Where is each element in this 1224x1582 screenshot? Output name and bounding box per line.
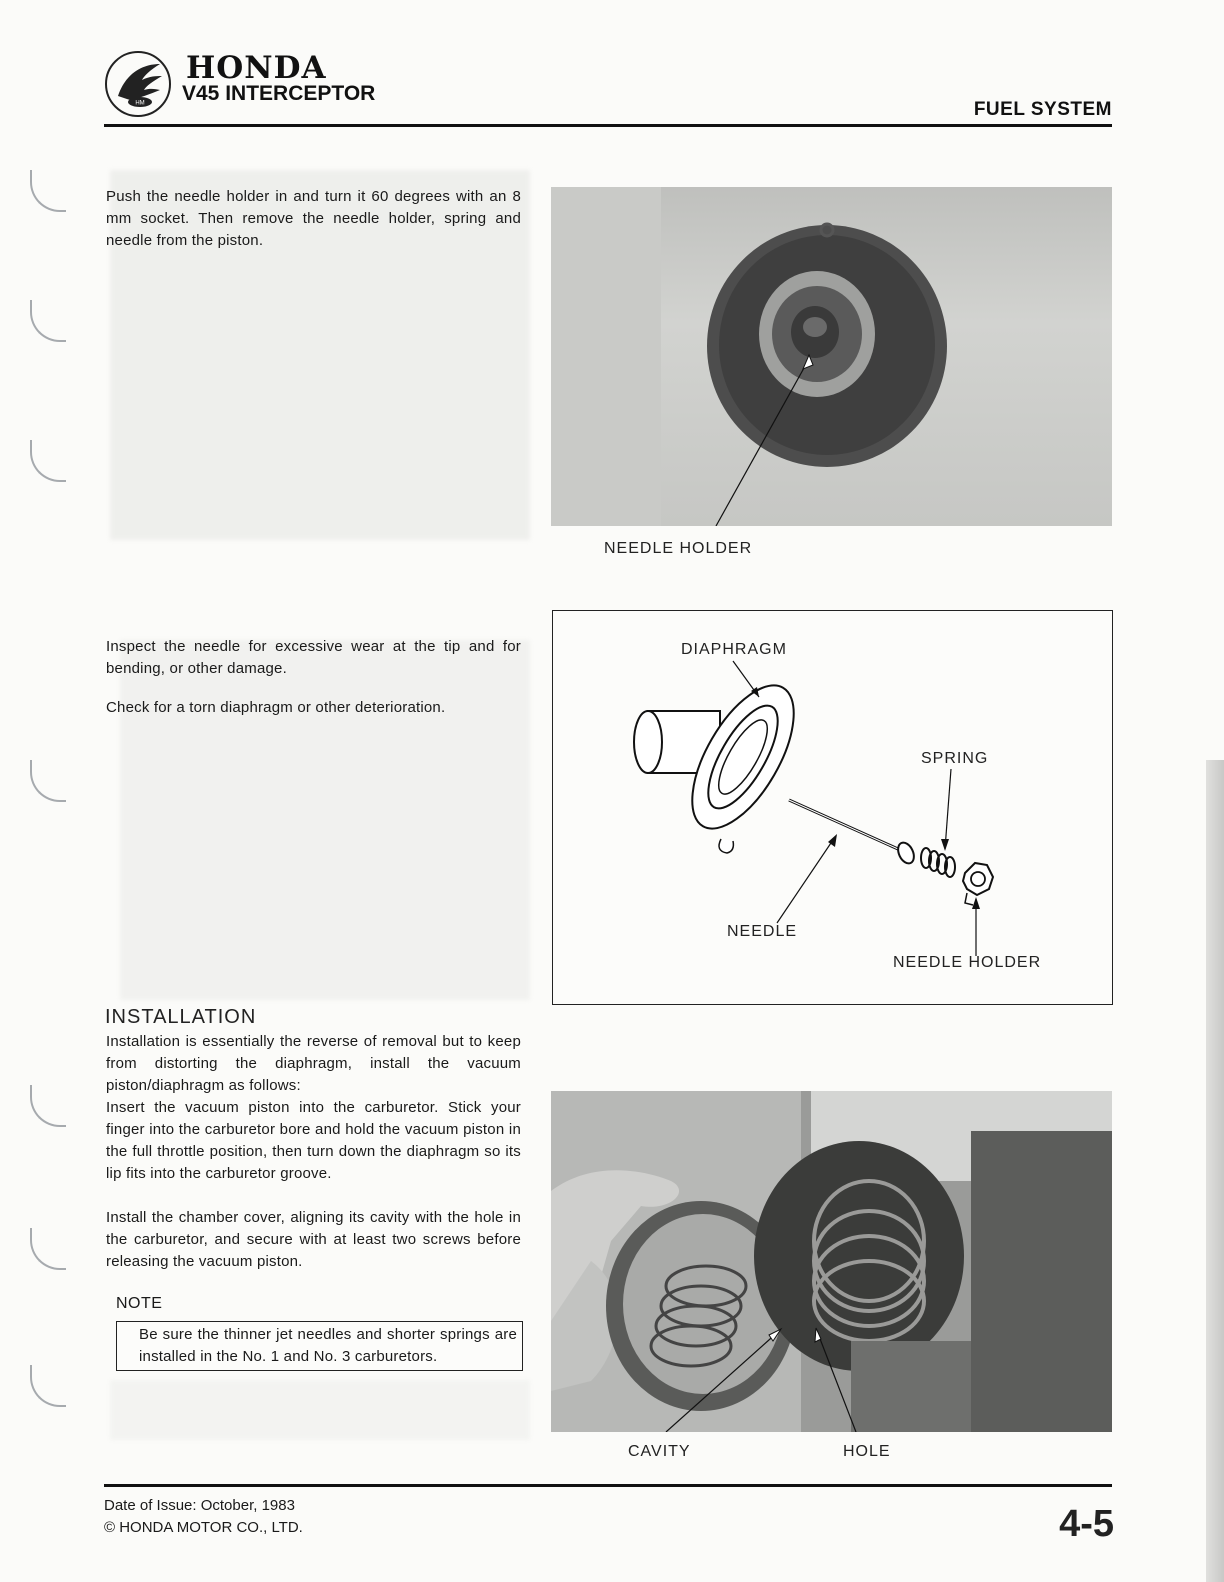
hole-caption: HOLE [843,1443,891,1460]
removal-paragraph: Push the needle holder in and turn it 60 degrees with an 8 mm socket. Then remove the needle holder, spring and needle from the piston. [106,188,521,249]
scan-edge [1206,760,1224,1582]
inspection-paragraph-2: Check for a torn diaphragm or other deterioration. [106,699,446,716]
bleed-through [120,640,530,1000]
footer-rule [104,1484,1112,1487]
installation-paragraph-1: Installation is essentially the reverse of removal but to keep from distorting the diaphragm, install the vacuum piston/diaphragm as follows: [106,1033,521,1094]
spring-label: SPRING [921,750,989,767]
needle-diagram [552,610,1113,1005]
section-title: FUEL SYSTEM [973,99,1112,120]
binder-mark [30,440,66,482]
page-number: 4-5 [1059,1503,1114,1545]
installation-heading: INSTALLATION [105,1006,257,1028]
svg-text:HM: HM [135,100,145,107]
diaphragm-photo [551,187,1112,526]
inspection-paragraph-1: Inspect the needle for excessive wear at the tip and for bending, or other damage. [106,638,521,677]
installation-paragraph-3: Install the chamber cover, aligning its cavity with the hole in the carburetor, and secure with at least two screws before releasing the vacuum piston. [106,1209,521,1270]
needle-label: NEEDLE [727,923,798,940]
note-label: NOTE [116,1295,163,1312]
binder-mark [30,1228,66,1270]
honda-wing-logo [104,50,172,118]
header-rule [104,124,1112,127]
model-name: V45 INTERCEPTOR [182,82,376,105]
issue-date: Date of Issue: October, 1983 [104,1497,295,1514]
binder-mark [30,300,66,342]
binder-mark [30,760,66,802]
bleed-through [110,1380,530,1440]
brand-name: HONDA [186,50,327,86]
chamber-cover-photo [551,1091,1112,1432]
binder-mark [30,1365,66,1407]
needle-holder-label: NEEDLE HOLDER [893,954,1042,971]
cavity-caption: CAVITY [628,1443,691,1460]
binder-mark [30,170,66,212]
note-box: Be sure the thinner jet needles and shorter springs are installed in the No. 1 and No. 3 carburetors. [116,1321,523,1371]
diaphragm-label: DIAPHRAGM [681,641,787,658]
copyright: © HONDA MOTOR CO., LTD. [104,1519,303,1536]
needle-holder-caption: NEEDLE HOLDER [604,540,753,557]
binder-mark [30,1085,66,1127]
installation-paragraph-2: Insert the vacuum piston into the carburetor. Stick your finger into the carburetor bore and hold the vacuum piston in the full throttle position, then turn down the diaphragm so its lip fits into the carburetor groove. [106,1099,521,1182]
